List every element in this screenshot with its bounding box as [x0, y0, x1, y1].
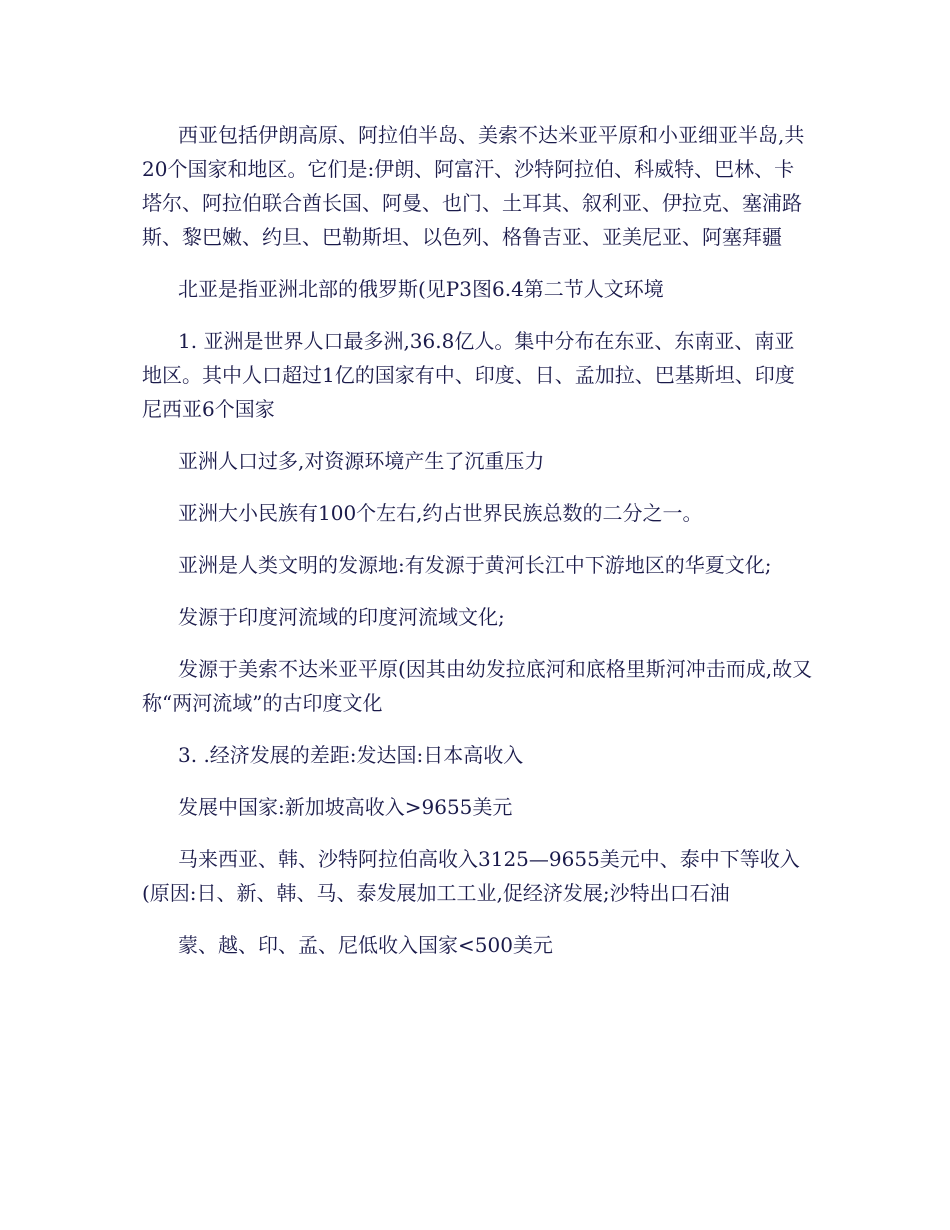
paragraph-north-asia: 北亚是指亚洲北部的俄罗斯(见P3图6.4第二节人文环境 — [178, 277, 664, 301]
paragraph-civilization: 亚洲是人类文明的发源地:有发源于黄河长江中下游地区的华夏文化; — [178, 553, 772, 577]
paragraph-west-asia: 西亚包括伊朗高原、阿拉伯半岛、美索不达米亚平原和小亚细亚半岛,共20个国家和地区。它们是:伊朗、阿富汗、沙特阿拉伯、科威特、巴林、卡塔尔、阿拉伯联合酋长国、阿曼、也门、土耳其、叙利亚、伊拉克、塞浦路斯、黎巴嫩、约旦、巴勒斯坦、以色列、格鲁吉亚、亚美尼亚、阿塞拜疆 — [142, 123, 805, 249]
paragraph-developing-countries: 发展中国家:新加坡高收入>9655美元 — [178, 795, 513, 819]
paragraph-mesopotamia: 发源于美索不达米亚平原(因其由幼发拉底河和底格里斯河冲击而成,故又称“两河流域”的古印度文化 — [142, 657, 813, 715]
paragraph-population: 1. 亚洲是世界人口最多洲,36.8亿人。集中分布在东亚、东南亚、南亚地区。其中人口超过1亿的国家有中、印度、日、孟加拉、巴基斯坦、印度尼西亚6个国家 — [142, 329, 795, 421]
paragraph-ethnic-groups: 亚洲大小民族有100个左右,约占世界民族总数的二分之一。 — [178, 501, 703, 525]
paragraph-indus-culture: 发源于印度河流域的印度河流域文化; — [178, 605, 505, 629]
document-body — [142, 118, 814, 980]
paragraph-economic-gap: 3. .经济发展的差距:发达国:日本高收入 — [178, 743, 524, 767]
paragraph-low-income: 蒙、越、印、孟、尼低收入国家<500美元 — [178, 933, 553, 957]
paragraph-population-pressure: 亚洲人口过多,对资源环境产生了沉重压力 — [178, 449, 545, 473]
paragraph-middle-income: 马来西亚、韩、沙特阿拉伯高收入3125—9655美元中、泰中下等收入(原因:日、新、韩、马、泰发展加工工业,促经济发展;沙特出口石油 — [142, 847, 800, 905]
